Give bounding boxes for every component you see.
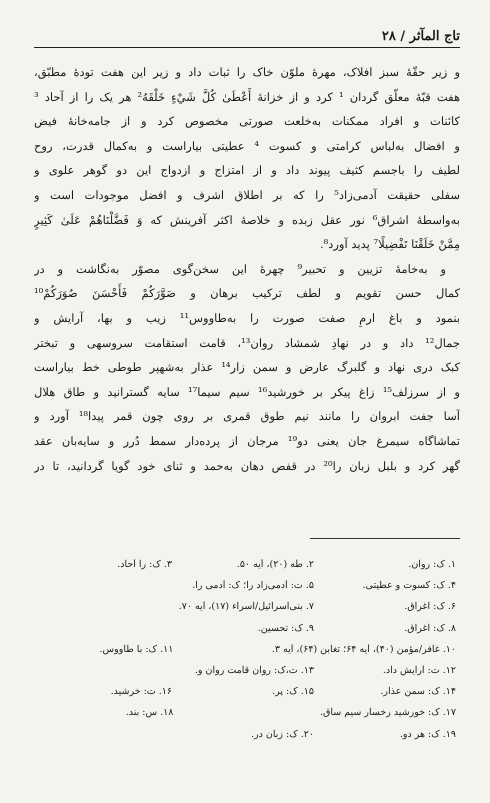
text-line: و از سرزلف¹⁵ زاغ پیکر بر خورشید¹⁶ سیم سیما¹⁷ سایه گسترانید و طاق هلال [34,384,460,399]
text-line: و زیر حقّهٔ سبز افلاک، مهرهٔ ملوّن خاک را ثبات داد و زیر این هفت تودهٔ مطبّق، [34,65,460,79]
footnote: ۳. ک: را آحاد. [117,559,172,571]
running-title: تاج المآثر / ۲۸ [381,29,460,44]
footnote: ۱۳. ت،ک: روان قامت روان و. [194,665,314,677]
footnote-row [34,681,460,702]
paragraph-1 [34,60,460,257]
text-line: کبک دری نهاد و گلبرگ عارض و سمن زار¹⁴ عذار به‌شهپر طوطی خط بیاراست [34,360,460,375]
footnote-row [34,575,460,596]
footnote: ۲. طٰه (۲۰)، آیه ۵۰. [236,559,314,571]
body-text [34,60,460,478]
footnotes [34,554,460,745]
text-line: کائنات و افراد ممکنات به‌خلعت صورتی مخصوص کرد و از جامه‌خانهٔ فیض [34,114,460,129]
footnote-row [34,618,460,639]
footnote-row [34,660,460,681]
text-line: سفلی حقیقت آدمی‌زاد⁵ را که بر اطلاق اشرف و افضل موجودات است و [34,187,460,202]
footnote: ۱۷. ک: خورشید رخسار سیم ساق. [319,707,456,719]
footnote: ۱۰. غافر/مؤمن (۴۰)، آیه ۶۴؛ تغابن (۶۴)، آیه ۳. [271,643,456,655]
footnote: ۱۶. ت: خرشید. [110,686,172,698]
footnote-row [34,724,460,745]
footnote-row [34,702,460,723]
footnote: ۴. ک: کسوت و عطیتی. [362,580,456,592]
footnote-rule [310,538,460,539]
paragraph-2 [34,257,460,478]
footnote: ۱۸. س: بند. [125,707,174,719]
text-line: و به‌خامهٔ تزیین و تحبیر⁹ چهرهٔ این سخن‌گوی مصوّر به‌نگاشت و در [34,261,446,276]
text-line: به‌واسطهٔ اشراق⁶ نور عقل زبده و خلاصهٔ اکثر آفرینش که وَ فَضَّلْنَاهُمْ عَلَىٰ كَثِيرٍ [34,212,460,227]
footnote: ۶. ک: اغراق. [404,601,456,613]
text-line: کمال حسن تقویم و لطف ترکیب برهان و صَوَّرَكُمْ فَأَحْسَنَ صُوَرَكُمْ¹⁰ [34,286,460,301]
footnote: ۷. بنی‌اسرائیل/اسراء (۱۷)، آیه ۷۰. [178,601,314,613]
text-line: لطیف را باجسم کثیف پیوند داد و از امتزاج و ازدواج این دو گوهر علوی و [34,163,460,178]
footnote-row [34,596,460,617]
text-line: گهر کرد و بلبل زبان را²⁰ در قفص دهان به‌حمد و ثنای خود گویا گردانید، تا در [34,458,460,473]
footnote: ۱۵. ک: پر. [272,686,314,698]
footnote-row [34,554,460,575]
header-rule [34,47,460,48]
footnote: ۵. ت: آدمی‌زاد را؛ ک: آدمی را. [192,580,314,592]
footnote: ۱. ک: روان. [408,559,456,571]
text-line: و افضال به‌لباس کرامتی و کسوت ⁴ عطیتی بیاراست و به‌کمال قدرت، روح [34,138,460,153]
footnote: ۱۲. ت: آرایش داد. [382,665,456,677]
footnote: ۱۹. ک: هر دو. [399,728,456,740]
footnote: ۸. ک: اغراق. [404,622,456,634]
text-line: تماشاگاه سیمرغ جان یعنی دو¹⁹ مرجان از پرده‌دار سمط دُرر و سایه‌بان عقد [34,433,460,448]
text-line: جمال¹² داد و در نهادِ شمشاد روان¹³، قامت استقامت سروسهی و تبختر [34,335,460,350]
footnote: ۱۴. ک: سمن عذار. [380,686,456,698]
footnote: ۹. ک: تحسین. [257,622,314,634]
text-line: آسا جفت ابروان را مانند نیم طوق قمری بر روی چون قمر پیدا¹⁸ آورد و [34,409,460,424]
running-header [34,22,460,44]
text-line: مِمَّنْ خَلَقْنَا تَفْضِيلًا⁷ پدید آورد⁸. [319,237,460,252]
text-line: هفت قبّهٔ معلّق گردان ¹ کرد و از خزانهٔ أَعْطَىٰ كُلَّ شَيْءٍ خَلْقَهُ² هر یک را از آحاد ³ [34,89,460,104]
footnote: ۱۱. ک: با طاووس. [99,643,174,655]
footnote: ۲۰. ک: زبان در. [251,728,314,740]
footnote-row [34,639,460,660]
text-line: بنمود و باغ ارمِ صفت صورت را به‌طاووس¹¹ زیب و بها، آرایش و [34,310,460,325]
